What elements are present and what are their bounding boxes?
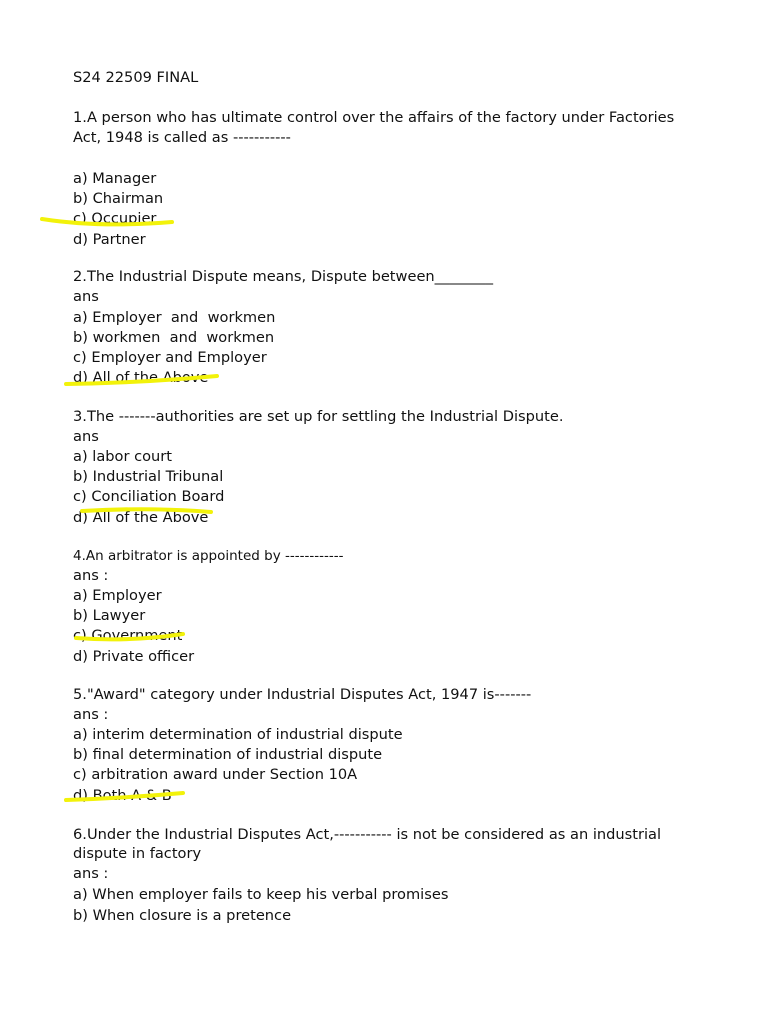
question-number: 2. [73,268,87,285]
question-text: The -------authorities are set up for settling the Industrial Dispute. [86,408,564,425]
question-2 [73,268,493,286]
question-text-continued: dispute in factory [73,845,202,862]
question-number: 3. [73,408,87,425]
question-text: "Award" category under Industrial Disputes Act, 1947 is------- [86,686,532,703]
ans-label: ans : [73,865,109,882]
option: c) arbitration award under Section 10A [73,766,358,783]
question-number: 6. [73,826,87,843]
question-1 [73,109,674,127]
option: b) When closure is a pretence [73,907,292,924]
question-text: Under the Industrial Disputes Act,----------- is not be considered as an industrial [86,826,662,843]
option: b) Industrial Tribunal [73,468,224,485]
question-5 [73,686,531,704]
question-text: An arbitrator is appointed by ------------ [85,548,344,564]
question-text-continued: Act, 1948 is called as ----------- [73,129,291,146]
option-highlighted: c) Occupier [73,210,157,227]
option: c) Employer and Employer [73,349,267,366]
option: d) Partner [73,231,146,248]
option: d) Private officer [73,648,195,665]
document-title: S24 22509 FINAL [73,69,199,86]
ans-label: ans : [73,567,109,584]
option: b) Lawyer [73,607,146,624]
option-highlighted: d) Both A & B [73,787,172,804]
option: a) labor court [73,448,173,465]
option: d) All of the Above [73,509,209,526]
question-number: 4. [73,548,86,564]
option-highlighted: d) All of the Above [73,369,209,386]
question-3 [73,408,563,426]
question-6 [73,826,661,844]
question-4 [73,547,343,565]
option: a) interim determination of industrial dispute [73,726,403,743]
option-highlighted: c) Conciliation Board [73,488,225,505]
option: a) Employer and workmen [73,309,276,326]
option: b) final determination of industrial dispute [73,746,383,763]
ans-label: ans [73,428,99,445]
ans-label: ans : [73,706,109,723]
option-highlighted: c) Government [73,627,183,644]
ans-label: ans [73,288,99,305]
question-text: A person who has ultimate control over the affairs of the factory under Factories [86,109,675,126]
option: a) Manager [73,170,157,187]
question-text: The Industrial Dispute means, Dispute between________ [86,268,494,285]
question-number: 1. [73,109,87,126]
option: a) When employer fails to keep his verbal promises [73,886,449,903]
option: a) Employer [73,587,162,604]
question-number: 5. [73,686,87,703]
option: b) workmen and workmen [73,329,275,346]
option: b) Chairman [73,190,164,207]
